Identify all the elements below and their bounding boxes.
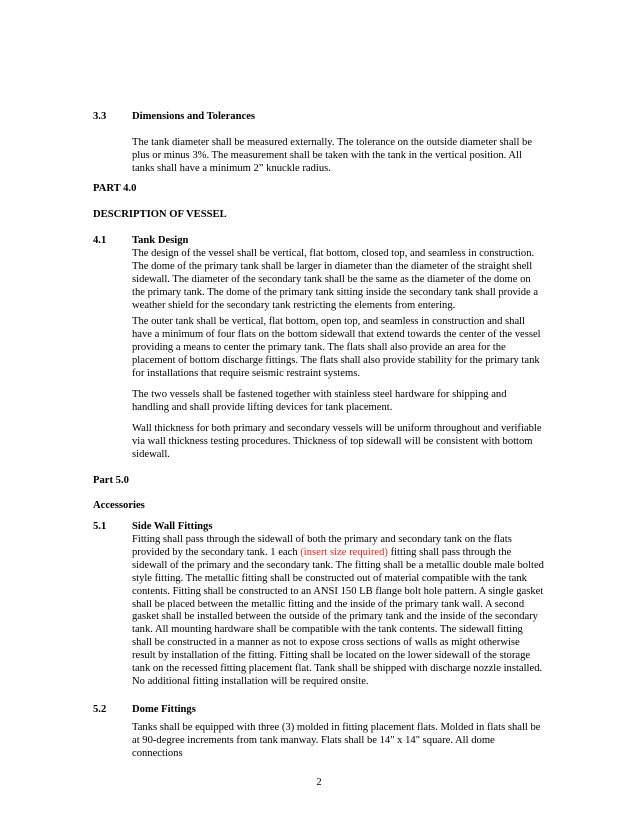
section-3-3-number: 3.3: [93, 111, 107, 122]
section-5-1-body-end: fitting shall pass through the sidewall of the primary and the secondary tank. The fitting shall be a metallic double male bolted style fitting. The metallic fitting shall be constructed out of material compatible with the tank contents. Fitting shall be constructed to an ANSI 150 LB flange bolt hole pattern. A single gasket shall be placed between the metallic fitting and the inside of the primary tank wall. A second gasket shall be installed between the outside of the primary tank and the inside of the secondary tank. All mounting hardware shall be compatible with the tank contents. The sidewall fitting shall be constructed in a manner as not to expose cross sections of walls as might otherwise result by installation of the fitting. Fitting shall be located on the lower sidewall of the storage tank on the recessed fitting placement flat. Tank shall be shipped with discharge nozzle installed. No additional fitting installation will be required onsite.: [132, 546, 544, 687]
part-4-subheading: DESCRIPTION OF VESSEL: [93, 209, 227, 220]
part-5-subheading: Accessories: [93, 500, 145, 511]
section-5-2-body: Tanks shall be equipped with three (3) molded in fitting placement flats. Molded in flats shall be at 90-degree increments from tank manway. Flats shall be 14" x 14" square. All dome connections: [132, 722, 541, 759]
section-4-1-paragraph-1: The design of the vessel shall be vertical, flat bottom, closed top, and seamless in construction. The dome of the primary tank shall be larger in diameter than the diameter of the straight shell sidewall. The diameter of the secondary tank shall be the same as the diameter of the dome on the primary tank. The dome of the primary tank sitting inside the secondary tank shall provide a weather shield for the secondary tank restricting the elements from entering.: [132, 248, 539, 311]
insert-size-placeholder: (insert size required): [300, 546, 388, 558]
section-4-1-title: Tank Design: [132, 235, 189, 246]
section-3-3-body: The tank diameter shall be measured externally. The tolerance on the outside diameter shall be plus or minus 3%. The measurement shall be taken with the tank in the vertical position. All tanks shall have a minimum 2” knuckle radius.: [132, 137, 533, 174]
section-4-1-number: 4.1: [93, 235, 107, 246]
section-5-2-number: 5.2: [93, 704, 107, 715]
section-5-1-body: [132, 534, 544, 689]
section-5-1-body-start: Fitting shall pass through the sidewall of both the primary and secondary tank on the flats provided by the secondary tank. 1 each: [132, 534, 512, 558]
section-4-1-paragraph-4: Wall thickness for both primary and secondary vessels will be uniform throughout and verifiable via wall thickness testing procedures. Thickness of top sidewall will be consistent with bottom sidewall.: [132, 423, 542, 460]
section-5-1-number: 5.1: [93, 521, 107, 532]
part-5-heading: Part 5.0: [93, 475, 129, 486]
section-3-3-title: Dimensions and Tolerances: [132, 111, 256, 122]
page-number: 2: [316, 777, 322, 788]
section-5-2-title: Dome Fittings: [132, 704, 196, 715]
part-4-heading: PART 4.0: [93, 183, 137, 194]
section-5-1-title: Side Wall Fittings: [132, 521, 213, 532]
section-4-1-paragraph-2: The outer tank shall be vertical, flat bottom, open top, and seamless in construction and shall have a minimum of four flats on the bottom sidewall that extend towards the center of the vessel providing a means to center the primary tank. The flats shall also provide an area for the placement of bottom discharge fittings. The flats shall also provide stability for the primary tank for installations that require seismic restraint systems.: [132, 316, 541, 379]
section-4-1-paragraph-3: The two vessels shall be fastened together with stainless steel hardware for shipping and handling and shall provide lifting devices for tank placement.: [132, 389, 507, 413]
